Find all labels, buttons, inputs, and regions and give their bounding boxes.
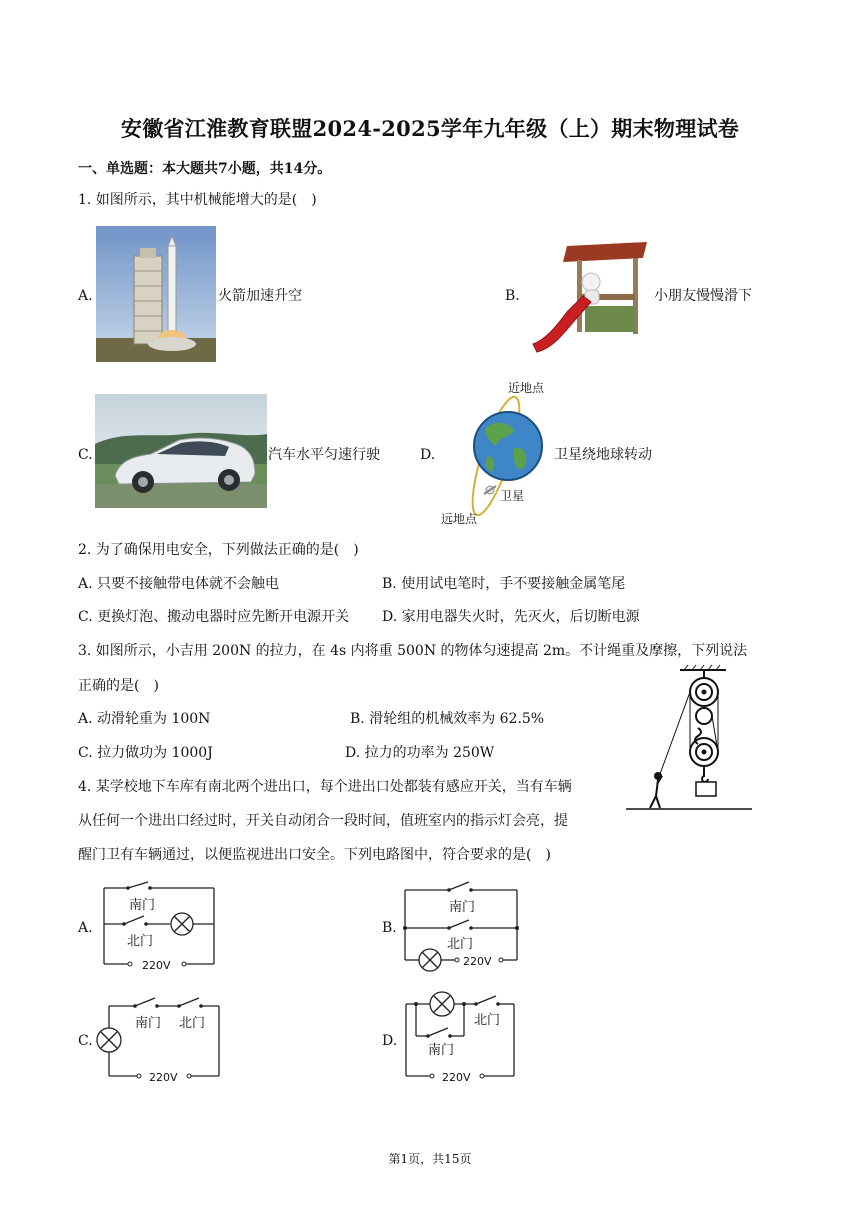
q2-option-a: A. 只要不接触带电体就不会触电 (78, 576, 280, 592)
q2-option-c: C. 更换灯泡、搬动电器时应先断开电源开关 (78, 609, 350, 625)
q1-option-c-label: C. (78, 447, 93, 463)
circuit-b-south-label: 南门 (449, 900, 476, 915)
q4-option-c-label: C. (78, 1033, 93, 1049)
q4-stem-line1: 4. 某学校地下车库有南北两个进出口，每个进出口处都装有感应开关，当有车辆 (78, 779, 572, 795)
near-point-label: 近地点 (508, 381, 545, 395)
q1-option-b-label: B. (505, 288, 520, 304)
circuit-d-south-label: 南门 (428, 1043, 455, 1058)
q3-option-c: C. 拉力做功为 1000J (78, 745, 213, 761)
circuit-a-diagram (100, 880, 220, 970)
q4-stem-line3: 醒门卫有车辆通过，以便监视进出口安全。下列电路图中，符合要求的是( ) (78, 847, 551, 863)
circuit-b-diagram (403, 876, 523, 974)
car-image (95, 394, 267, 508)
q3-stem-line1: 3. 如图所示，小吉用 200N 的拉力，在 4s 内将重 500N 的物体匀速提高 2m。不计绳重及摩擦，下列说法 (78, 643, 748, 659)
circuit-c-voltage: 220V (149, 1071, 178, 1084)
q3-option-b: B. 滑轮组的机械效率为 62.5% (350, 711, 545, 727)
circuit-d-diagram (402, 990, 522, 1086)
q2-stem: 2. 为了确保用电安全，下列做法正确的是( ) (78, 542, 359, 558)
q2-option-d: D. 家用电器失火时，先灭火，后切断电源 (382, 609, 640, 625)
q4-option-a-label: A. (78, 920, 93, 936)
circuit-a-north-label: 北门 (127, 934, 154, 949)
q4-stem-line2: 从任何一个进出口经过时，开关自动闭合一段时间，值班室内的指示灯会亮，提 (78, 813, 568, 829)
q1-stem: 1. 如图所示，其中机械能增大的是( ) (78, 192, 317, 208)
q3-stem-line2: 正确的是( ) (78, 678, 159, 694)
far-point-label: 远地点 (441, 512, 478, 526)
q4-option-d-label: D. (382, 1033, 398, 1049)
q3-option-a: A. 动滑轮重为 100N (78, 711, 211, 727)
circuit-d-voltage: 220V (442, 1071, 471, 1084)
page-title: 安徽省江淮教育联盟2024-2025学年九年级（上）期末物理试卷 (120, 116, 740, 141)
circuit-c-diagram (95, 994, 225, 1086)
circuit-c-north-label: 北门 (179, 1016, 206, 1031)
q1-option-b-text: 小朋友慢慢滑下 (654, 288, 752, 304)
q1-option-a-text: 火箭加速升空 (218, 288, 302, 304)
section-heading: 一、单选题：本大题共7小题，共14分。 (78, 161, 332, 177)
circuit-b-voltage: 220V (463, 955, 492, 968)
circuit-b-north-label: 北门 (447, 937, 474, 952)
circuit-a-voltage: 220V (142, 959, 171, 970)
page-footer: 第1页，共15页 (388, 1152, 472, 1166)
circuit-a-south-label: 南门 (129, 898, 156, 913)
circuit-c-south-label: 南门 (135, 1016, 162, 1031)
q1-option-d-text: 卫星绕地球转动 (554, 447, 652, 463)
q1-option-a-label: A. (78, 288, 93, 304)
slide-image (525, 236, 653, 354)
rocket-launch-image (96, 226, 216, 362)
circuit-d-north-label: 北门 (474, 1013, 501, 1028)
q3-option-d: D. 拉力的功率为 250W (345, 745, 495, 761)
q1-option-d-label: D. (420, 447, 436, 463)
pulley-system-diagram (624, 664, 756, 814)
satellite-orbit-diagram (438, 376, 548, 526)
satellite-label: 卫星 (500, 489, 525, 503)
q1-option-c-text: 汽车水平匀速行驶 (268, 447, 380, 463)
q4-option-b-label: B. (382, 920, 397, 936)
q2-option-b: B. 使用试电笔时，手不要接触金属笔尾 (382, 576, 626, 592)
